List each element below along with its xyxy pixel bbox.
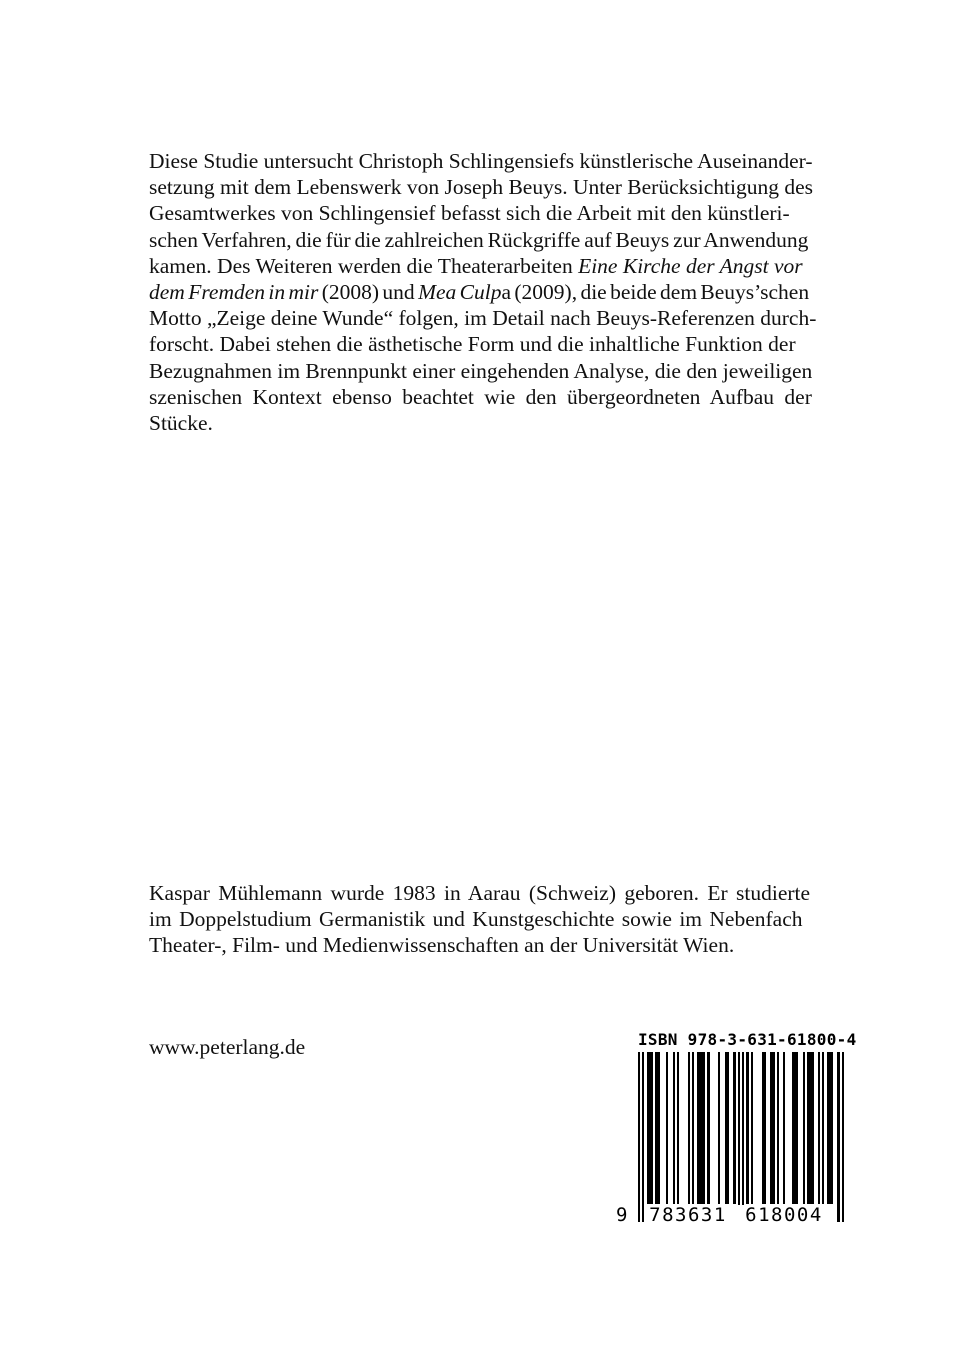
barcode-bar bbox=[783, 1052, 785, 1204]
barcode-bar bbox=[673, 1052, 675, 1204]
barcode-bar bbox=[818, 1052, 820, 1204]
book-description bbox=[149, 148, 846, 436]
play-title-2: Mea Culp bbox=[418, 280, 502, 305]
blurb-line: Stücke. bbox=[149, 411, 213, 436]
blurb-line: Motto „Zeige deine Wunde“ folgen, im Detail nach Beuys-Referenzen durch- bbox=[149, 306, 817, 331]
barcode-bars bbox=[628, 1052, 846, 1222]
barcode-bar bbox=[692, 1052, 694, 1204]
isbn-label: ISBN 978-3-631-61800-4 bbox=[638, 1030, 857, 1049]
barcode-bar bbox=[746, 1052, 748, 1204]
barcode-bar bbox=[796, 1052, 798, 1204]
barcode-bar bbox=[718, 1052, 720, 1204]
barcode-guard-bar bbox=[837, 1052, 839, 1222]
blurb-line: Bezugnahmen im Brennpunkt einer eingehenden Analyse, die den jeweiligen bbox=[149, 358, 813, 383]
barcode-guard-bar bbox=[842, 1052, 844, 1222]
play-title-1-cont: dem Fremden in mir bbox=[149, 280, 319, 305]
publisher-url: www.peterlang.de bbox=[149, 1035, 306, 1059]
blurb-line: dem Fremden in mir (2008) und Mea Culpa (2009), die beide dem Beuys’schen bbox=[149, 280, 810, 305]
barcode-bar bbox=[822, 1052, 824, 1204]
blurb-line: setzung mit dem Lebenswerk von Joseph Beuys. Unter Berücksichtigung des bbox=[149, 175, 813, 200]
author-bio bbox=[149, 880, 846, 959]
barcode-bar bbox=[666, 1052, 668, 1204]
ean-left-group: 783631 bbox=[644, 1205, 732, 1225]
barcode-bar bbox=[751, 1052, 753, 1204]
barcode-bar bbox=[651, 1052, 653, 1204]
barcode-guard-bar bbox=[742, 1052, 744, 1222]
barcode-bar bbox=[831, 1052, 833, 1204]
blurb-line: kamen. Des Weiteren werden die Theaterarbeiten Eine Kirche der Angst vor bbox=[149, 253, 803, 278]
blurb-line: Gesamtwerkes von Schlingensief befasst sich die Arbeit mit den künstleri- bbox=[149, 201, 790, 226]
blurb-line: forscht. Dabei stehen die ästhetische Form und die inhaltliche Funktion der bbox=[149, 332, 796, 357]
barcode-bar bbox=[811, 1052, 813, 1204]
blurb-line: Diese Studie untersucht Christoph Schlingensiefs künstlerische Auseinander- bbox=[149, 149, 813, 173]
bio-line: im Doppelstudium Germanistik und Kunstgeschichte sowie im Nebenfach bbox=[149, 907, 803, 932]
barcode-bar bbox=[658, 1052, 660, 1204]
barcode-bar bbox=[727, 1052, 729, 1204]
barcode-bar bbox=[707, 1052, 709, 1204]
bio-line: Kaspar Mühlemann wurde 1983 in Aarau (Schweiz) geboren. Er studierte bbox=[149, 881, 811, 905]
play-title-1: Eine Kirche der Angst vor bbox=[578, 253, 803, 278]
barcode-bar bbox=[703, 1052, 705, 1204]
isbn-barcode bbox=[616, 1030, 857, 1230]
barcode-bar bbox=[803, 1052, 805, 1204]
blurb-line: szenischen Kontext ebenso beachtet wie den übergeordneten Aufbau der bbox=[149, 384, 812, 409]
barcode-bar bbox=[688, 1052, 690, 1204]
barcode-guard-bar bbox=[738, 1052, 740, 1222]
barcode-bar bbox=[777, 1052, 779, 1204]
barcode-bar bbox=[677, 1052, 679, 1204]
barcode-bar bbox=[772, 1052, 774, 1204]
bio-line: Theater-, Film- und Medienwissenschaften an der Universität Wien. bbox=[149, 933, 735, 958]
barcode-guard-bar bbox=[642, 1052, 644, 1222]
barcode-guard-bar bbox=[638, 1052, 640, 1222]
ean-first-digit: 9 bbox=[616, 1204, 629, 1226]
ean-right-group: 618004 bbox=[738, 1205, 830, 1225]
blurb-line: schen Verfahren, die für die zahlreichen Rückgriffe auf Beuys zur Anwendung bbox=[149, 227, 809, 252]
barcode-bar bbox=[733, 1052, 735, 1204]
barcode-bar bbox=[764, 1052, 766, 1204]
